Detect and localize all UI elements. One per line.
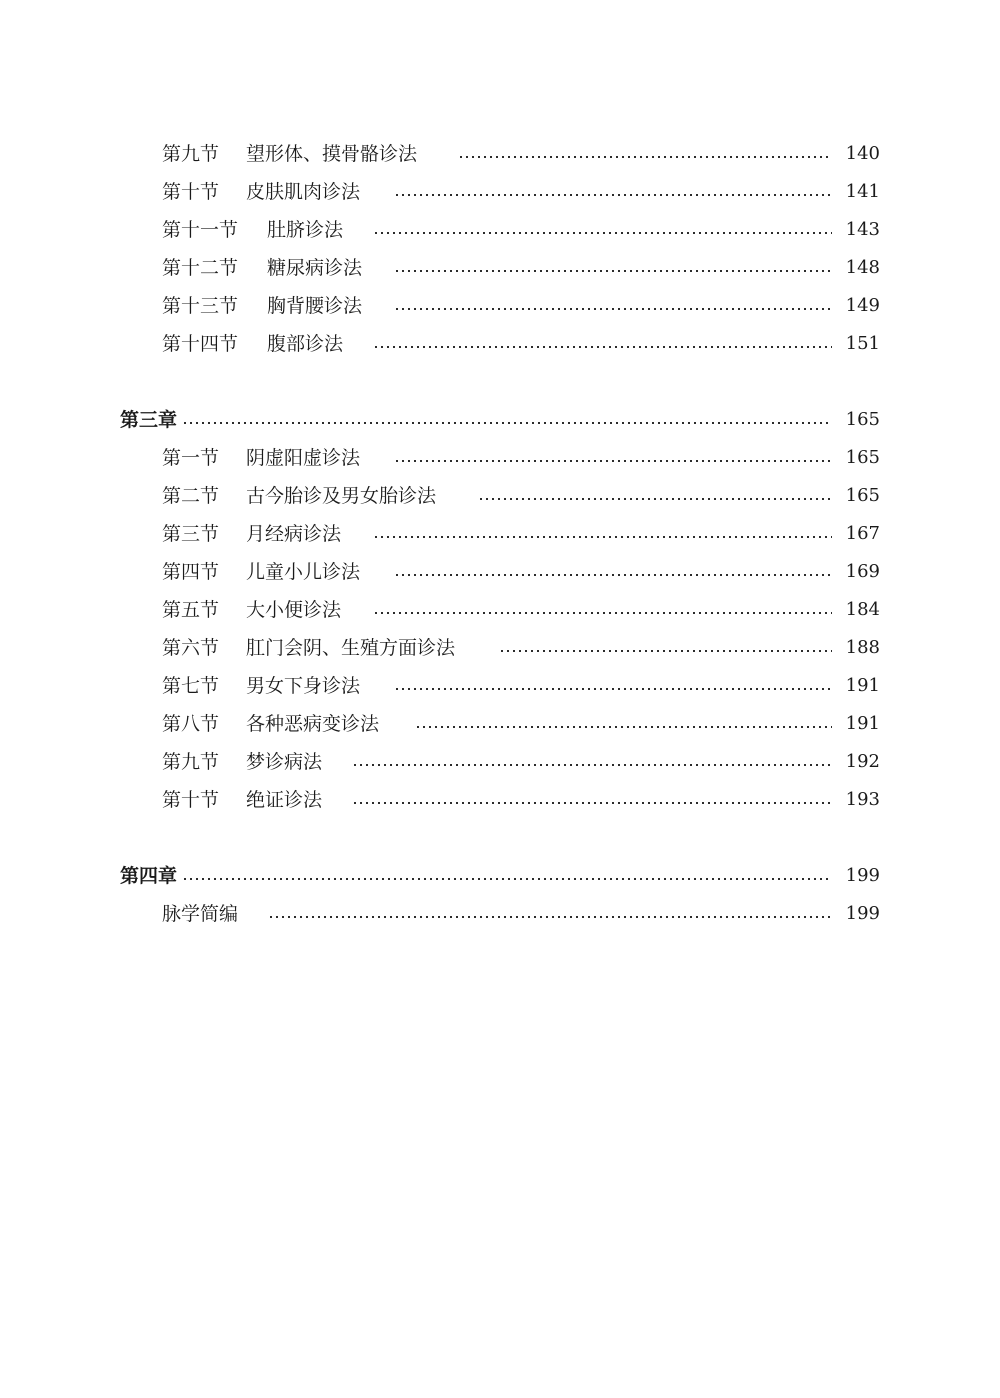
leader-dots: [415, 705, 832, 743]
page-number: 151: [845, 333, 880, 354]
section-title: 肛门会阴、生殖方面诊法: [246, 637, 456, 659]
section-number: 第十节: [162, 181, 220, 203]
toc-chapter[interactable]: [0, 401, 1000, 439]
leader-dots: [182, 401, 832, 439]
leader-dots: [373, 591, 832, 629]
page-number: 199: [845, 903, 880, 924]
page-number: 149: [845, 295, 880, 316]
section-number: 第六节: [162, 637, 220, 659]
toc-entry[interactable]: [0, 325, 1000, 363]
section-number: 第一节: [162, 447, 220, 469]
page-number: 165: [845, 485, 880, 506]
section-number: 第四节: [162, 561, 220, 583]
section-title: 糖尿病诊法: [267, 257, 363, 279]
page-number: 184: [845, 599, 880, 620]
section-number: 第十二节: [162, 257, 239, 279]
section-title: 皮肤肌肉诊法: [246, 181, 361, 203]
section-title: 男女下身诊法: [246, 675, 361, 697]
page-number: 165: [845, 447, 880, 468]
leader-dots: [352, 781, 832, 819]
toc-entry[interactable]: [0, 211, 1000, 249]
section-number: 第七节: [162, 675, 220, 697]
section-title: 脉学简编: [162, 903, 239, 925]
section-title: 望形体、摸骨骼诊法: [246, 143, 418, 165]
section-title: 阴虚阳虚诊法: [246, 447, 361, 469]
section-number: 第八节: [162, 713, 220, 735]
section-title: 腹部诊法: [267, 333, 344, 355]
toc-entry[interactable]: [0, 591, 1000, 629]
leader-dots: [373, 325, 832, 363]
toc-entry[interactable]: [0, 667, 1000, 705]
page-number: 199: [845, 865, 880, 886]
page-number: 143: [845, 219, 880, 240]
chapter-label: 第三章: [120, 409, 178, 431]
leader-dots: [352, 743, 832, 781]
chapter-label: 第四章: [120, 865, 178, 887]
page-number: 165: [845, 409, 880, 430]
page-number: 148: [845, 257, 880, 278]
section-title: 绝证诊法: [246, 789, 323, 811]
section-number: 第十三节: [162, 295, 239, 317]
section-title: 各种恶病变诊法: [246, 713, 380, 735]
leader-dots: [478, 477, 832, 515]
leader-dots: [268, 895, 832, 933]
section-title: 胸背腰诊法: [267, 295, 363, 317]
toc-entry[interactable]: [0, 515, 1000, 553]
toc-entry[interactable]: [0, 249, 1000, 287]
toc-entry[interactable]: [0, 629, 1000, 667]
leader-dots: [182, 857, 832, 895]
leader-dots: [394, 439, 832, 477]
toc-chapter[interactable]: [0, 857, 1000, 895]
section-title: 月经病诊法: [246, 523, 342, 545]
leader-dots: [394, 287, 832, 325]
section-number: 第十节: [162, 789, 220, 811]
section-title: 古今胎诊及男女胎诊法: [246, 485, 437, 507]
section-title: 肚脐诊法: [267, 219, 344, 241]
leader-dots: [394, 667, 832, 705]
leader-dots: [458, 135, 832, 173]
page-number: 169: [845, 561, 880, 582]
page-number: 167: [845, 523, 880, 544]
toc-entry[interactable]: [0, 743, 1000, 781]
leader-dots: [394, 173, 832, 211]
section-title: 大小便诊法: [246, 599, 342, 621]
section-title: 梦诊病法: [246, 751, 323, 773]
toc-entry[interactable]: [0, 705, 1000, 743]
section-number: 第五节: [162, 599, 220, 621]
toc-entry[interactable]: [0, 173, 1000, 211]
toc-entry[interactable]: [0, 895, 1000, 933]
page-number: 188: [845, 637, 880, 658]
page-number: 141: [845, 181, 880, 202]
leader-dots: [373, 515, 832, 553]
page-number: 193: [845, 789, 880, 810]
page-number: 191: [845, 675, 880, 696]
leader-dots: [499, 629, 832, 667]
section-number: 第九节: [162, 751, 220, 773]
toc-entry[interactable]: [0, 781, 1000, 819]
page-number: 191: [845, 713, 880, 734]
section-number: 第三节: [162, 523, 220, 545]
section-number: 第十四节: [162, 333, 239, 355]
toc-entry[interactable]: [0, 477, 1000, 515]
toc-entry[interactable]: [0, 553, 1000, 591]
page-number: 140: [845, 143, 880, 164]
leader-dots: [394, 553, 832, 591]
section-title: 儿童小儿诊法: [246, 561, 361, 583]
section-number: 第九节: [162, 143, 220, 165]
section-number: 第十一节: [162, 219, 239, 241]
toc-entry[interactable]: [0, 135, 1000, 173]
toc-entry[interactable]: [0, 439, 1000, 477]
page-number: 192: [845, 751, 880, 772]
leader-dots: [373, 211, 832, 249]
section-number: 第二节: [162, 485, 220, 507]
toc-entry[interactable]: [0, 287, 1000, 325]
leader-dots: [394, 249, 832, 287]
